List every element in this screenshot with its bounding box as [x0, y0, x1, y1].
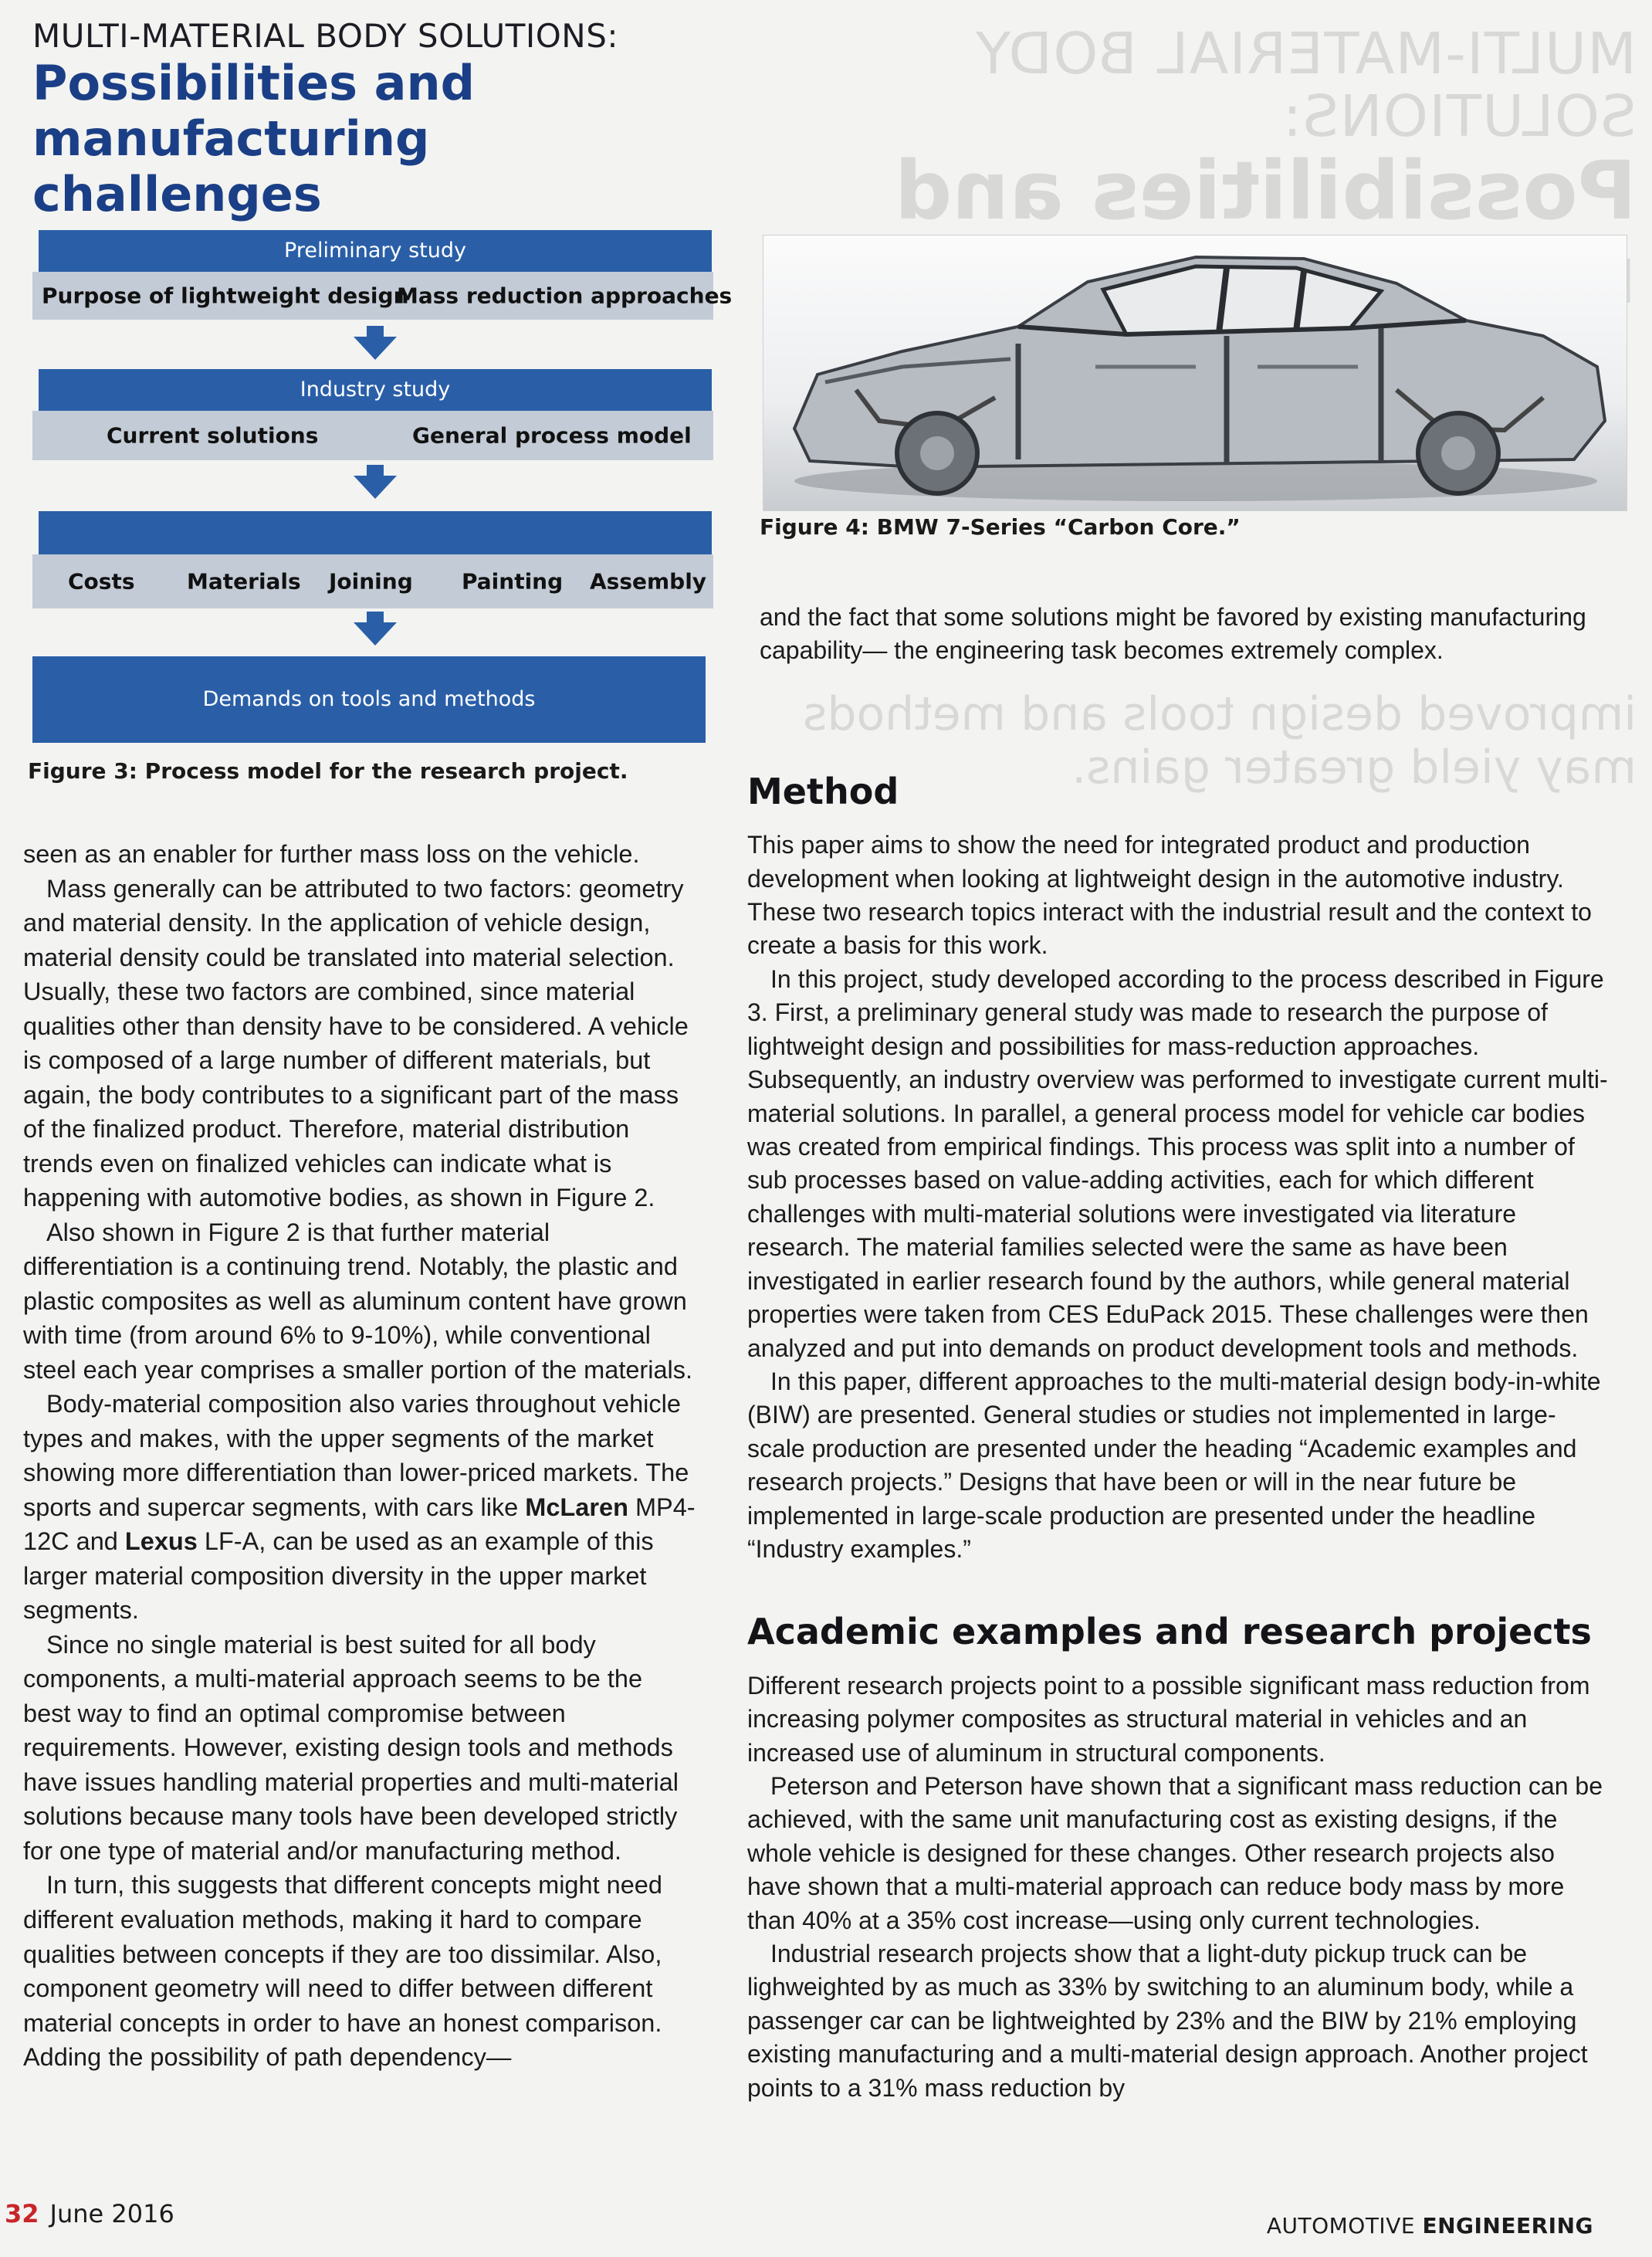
brand-lexus: Lexus: [124, 1527, 198, 1556]
figure-3-caption: Figure 3: Process model for the research project.: [28, 758, 628, 784]
article-title-line-1: Possibilities and manufacturing: [32, 55, 476, 167]
ghost-title: Possibilities and: [894, 143, 1637, 238]
page-footer-left: [5, 2199, 174, 2228]
item-general-process-model: General process model: [412, 422, 692, 449]
stage-demands-bar: Demands on tools and methods: [32, 656, 706, 743]
left-paragraph: Mass generally can be attributed to two factors: geometry and material density. In the application of vehicle design, material density could be translated into material selection. Usually, these two factors are combined, since material qualities other than density have to be considered. A vehicle is composed of a large number of different materials, but again, the body contributes to a significant part of the mass of the finalized product. Therefore, material distribution trends even on finalized vehicles can indicate what is happening with automotive bodies, as shown in Figure 2.: [23, 874, 689, 1212]
left-column-text: [23, 837, 696, 2075]
article-title-line-2: challenges: [32, 165, 322, 222]
page-number: 32: [5, 2199, 39, 2228]
item-materials: Materials: [187, 568, 301, 595]
left-paragraph: seen as an enabler for further mass loss on the vehicle.: [23, 840, 640, 868]
method-paragraph: This paper aims to show the need for integrated product and production development when looking at lightweight design in the automotive industry. These two research topics interact with the industrial result and the context to create a basis for this work.: [747, 831, 1592, 960]
ghost-kicker: MULTI-MATERIAL BODY SOLUTIONS:: [975, 21, 1637, 151]
composition-text-pre: Body-material composition also varies throughout vehicle types and makes, with the upper segments of the market showing more differentiation than lower-priced markets. The sports and supercar segments, with cars like: [23, 1390, 689, 1521]
method-heading: Method: [747, 771, 899, 812]
academic-paragraph: Industrial research projects show that a light-duty pickup truck can be lighweighted by as much as 33% by switching to an aluminum body, while a passenger car can be lightweighted by 23% and the BIW by 21% employing existing manufacturing and a multi-material design approach. Another project points to a 31% mass reduction by: [747, 1940, 1588, 2102]
method-paragraph: In this project, study developed according to the process described in Figure 3. First, a preliminary general study was made to research the purpose of lightweight design and possibilities for mass-reduction approaches. Subsequently, an industry overview was performed to investigate current multi-material solutions. In parallel, a general process model for vehicle car bodies was created from empirical findings. This process was split into a number of sub processes based on value-adding activities, each for which different challenges with multi-material solutions were investigated via literature research. The material families selected were the same as have been investigated in earlier research found by the authors, while general material properties were taken from CES EduPack 2015. These challenges were then analyzed and put into demands on product development tools and methods.: [747, 964, 1608, 1362]
method-paragraph: In this paper, different approaches to the multi-material design body-in-white (BIW) are presented. General studies or studies not implemented in large-scale production are presented under the heading “Academic examples and research projects.” Designs that have been or will in the near future be implemented in large-scale production are presented under the headline “Industry examples.”: [747, 1367, 1601, 1564]
brand-mclaren: McLaren: [525, 1493, 628, 1521]
issue-date: June 2016: [49, 2199, 174, 2228]
item-assembly: Assembly: [590, 568, 707, 595]
left-paragraph: In turn, this suggests that different concepts might need different evaluation methods, making it hard to compare qualities between concepts if they are too dissimilar. Also, component geometry will need to differ between different material concepts in order to have an honest comparison. Adding the possibility of path dependency—: [23, 1871, 662, 2072]
ghost-pull-line-1: improved design tools and methods: [803, 687, 1637, 742]
academic-paragraph: Different research projects point to a possible significant mass reduction from increasing polymer composites as structural material in vehicles and an increased use of aluminum in structural components.: [747, 1671, 1590, 1767]
stage-preliminary-study-bar: Preliminary study: [39, 230, 712, 272]
item-mass-reduction-approaches: Mass reduction approaches: [397, 283, 733, 309]
figure-4-caption: Figure 4: BMW 7-Series “Carbon Core.”: [760, 514, 1241, 540]
brand-bold: ENGINEERING: [1422, 2213, 1593, 2238]
left-paragraph: Also shown in Figure 2 is that further material differentiation is a continuing trend. Notably, the plastic and plastic composites as well as aluminum content have grown with time (from around 6% to 9-10%), while conventional steel each year comprises a smaller portion of the materials.: [23, 1218, 693, 1384]
stage-process-items: [32, 554, 713, 608]
stage-industry-study-items: [32, 411, 713, 460]
brand-light: AUTOMOTIVE: [1266, 2213, 1423, 2238]
stage-process-bar: [39, 511, 712, 554]
academic-paragraph: Peterson and Peterson have shown that a significant mass reduction can be achieved, with the same unit manufacturing cost as existing designs, if the whole vehicle is designed for these changes. Other research projects also have shown that a multi-material approach can reduce body mass by more than 40% at a 35% cost increase—using only current technologies.: [747, 1771, 1603, 1934]
car-body-in-white-illustration: [763, 236, 1627, 510]
right-paragraph: and the fact that some solutions might be favored by existing manufacturing capability— the engineering task becomes extremely complex.: [760, 603, 1586, 665]
left-paragraph-composition: [23, 1387, 696, 1628]
figure-4-car-body-photo: [763, 235, 1627, 511]
stage-industry-study-bar: Industry study: [39, 369, 712, 411]
right-column-continuation: [760, 601, 1609, 667]
item-current-solutions: Current solutions: [107, 422, 319, 449]
item-costs: Costs: [68, 568, 135, 595]
item-purpose-of-lightweight-design: Purpose of lightweight design: [42, 283, 409, 309]
publication-brand: [1267, 2213, 1593, 2238]
item-painting: Painting: [462, 568, 564, 595]
composition-text-model: MP4-12C and: [23, 1493, 696, 1556]
article-title: [32, 56, 882, 222]
left-paragraph: Since no single material is best suited for all body components, a multi-material approach seems to be the best way to find an optimal compromise between requirements. However, existing design tools and methods have issues handling material properties and multi-material solutions because many tools have been developed strictly for one type of material and/or manufacturing method.: [23, 1630, 679, 1865]
item-joining: Joining: [329, 568, 413, 595]
composition-text-post: LF-A, can be used as an example of this larger material composition diversity in the upper market segments.: [23, 1527, 654, 1625]
right-column-text: [747, 771, 1610, 2105]
figure-3-process-model: [32, 230, 733, 755]
stage-preliminary-study-items: [32, 272, 733, 320]
section-kicker: MULTI-MATERIAL BODY SOLUTIONS:: [32, 17, 619, 55]
academic-heading: Academic examples and research projects: [747, 1611, 1592, 1653]
ghost-pull-line-2: may yield greater gains.: [1071, 740, 1637, 795]
